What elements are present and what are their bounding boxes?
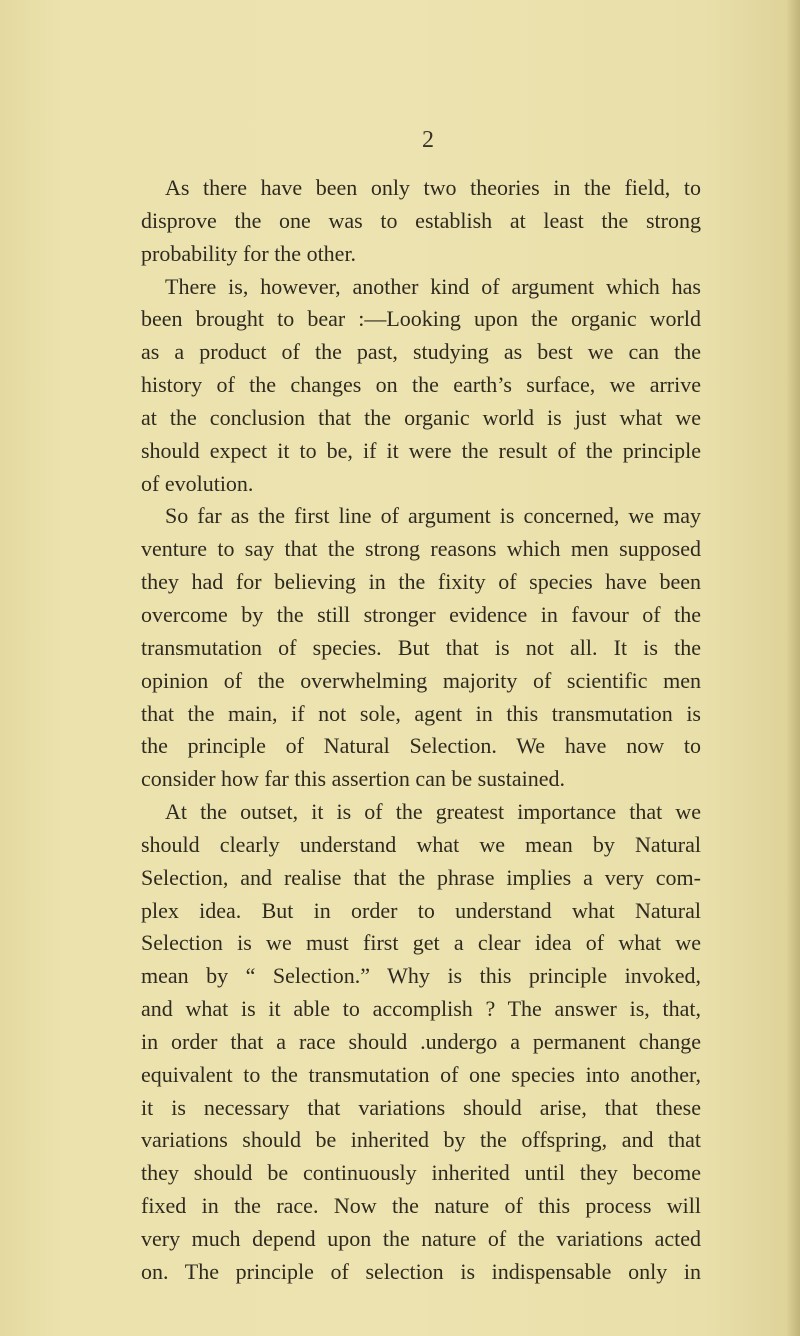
text-line: So far as the first line of argument is concerned, we may [165,503,701,529]
text-line: transmutation of species. But that is not all. It is the [141,634,701,660]
text-line: Selection, and realise that the phrase implies a very com- [141,864,701,890]
text-line: as a product of the past, studying as best we can the [141,339,701,365]
paragraph [141,500,701,796]
text-line: history of the changes on the earth’s surface, we arrive [141,372,701,398]
text-line: it is necessary that variations should arise, that these [141,1094,701,1120]
text-line: venture to say that the strong reasons which men supposed [141,536,701,562]
text-line: very much depend upon the nature of the variations acted [141,1226,701,1251]
text-line: fixed in the race. Now the nature of this process will [141,1193,701,1219]
text-line: at the conclusion that the organic world is just what we [141,404,701,430]
text-line: been brought to bear :—Looking upon the organic world [141,306,701,332]
text-line: variations should be inherited by the offspring, and that [141,1127,701,1153]
text-line: of evolution. [141,470,254,496]
text-line: consider how far this assertion can be sustained. [141,766,565,792]
text-line: in order that a race should .undergo a permanent change [141,1028,701,1054]
text-line: equivalent to the transmutation of one species into another, [141,1061,701,1087]
text-line: they should be continuously inherited until they become [141,1160,701,1186]
text-line: disprove the one was to establish at least the strong [141,207,701,233]
text-line: probability for the other. [141,240,357,266]
text-line: overcome by the still stronger evidence in favour of the [141,601,701,627]
page-edge-shadow [786,0,800,1336]
page-number: 2 [422,127,434,153]
paragraph [141,796,701,1289]
text-line: plex idea. But in order to understand what Natural [141,897,701,923]
text-line: on. The principle of selection is indispensable only in [141,1258,701,1284]
text-line: mean by “ Selection.” Why is this principle invoked, [141,963,701,989]
body-text [141,172,701,1289]
text-line: they had for believing in the fixity of species have been [141,569,701,595]
text-line: that the main, if not sole, agent in this transmutation is [141,700,701,726]
text-line: should expect it to be, if it were the result of the principle [141,437,701,463]
paragraph [141,271,701,501]
text-line: Selection is we must first get a clear idea of what we [141,930,701,956]
text-line: and what is it able to accomplish ? The answer is, that, [141,996,701,1022]
paragraph [141,172,701,271]
text-line: should clearly understand what we mean by Natural [141,831,701,857]
text-line: There is, however, another kind of argument which has [165,273,701,299]
text-line: opinion of the overwhelming majority of scientific men [141,667,701,693]
text-line: the principle of Natural Selection. We have now to [141,733,701,759]
text-line: At the outset, it is of the greatest importance that we [165,799,701,825]
text-line: As there have been only two theories in the field, to [165,175,701,200]
